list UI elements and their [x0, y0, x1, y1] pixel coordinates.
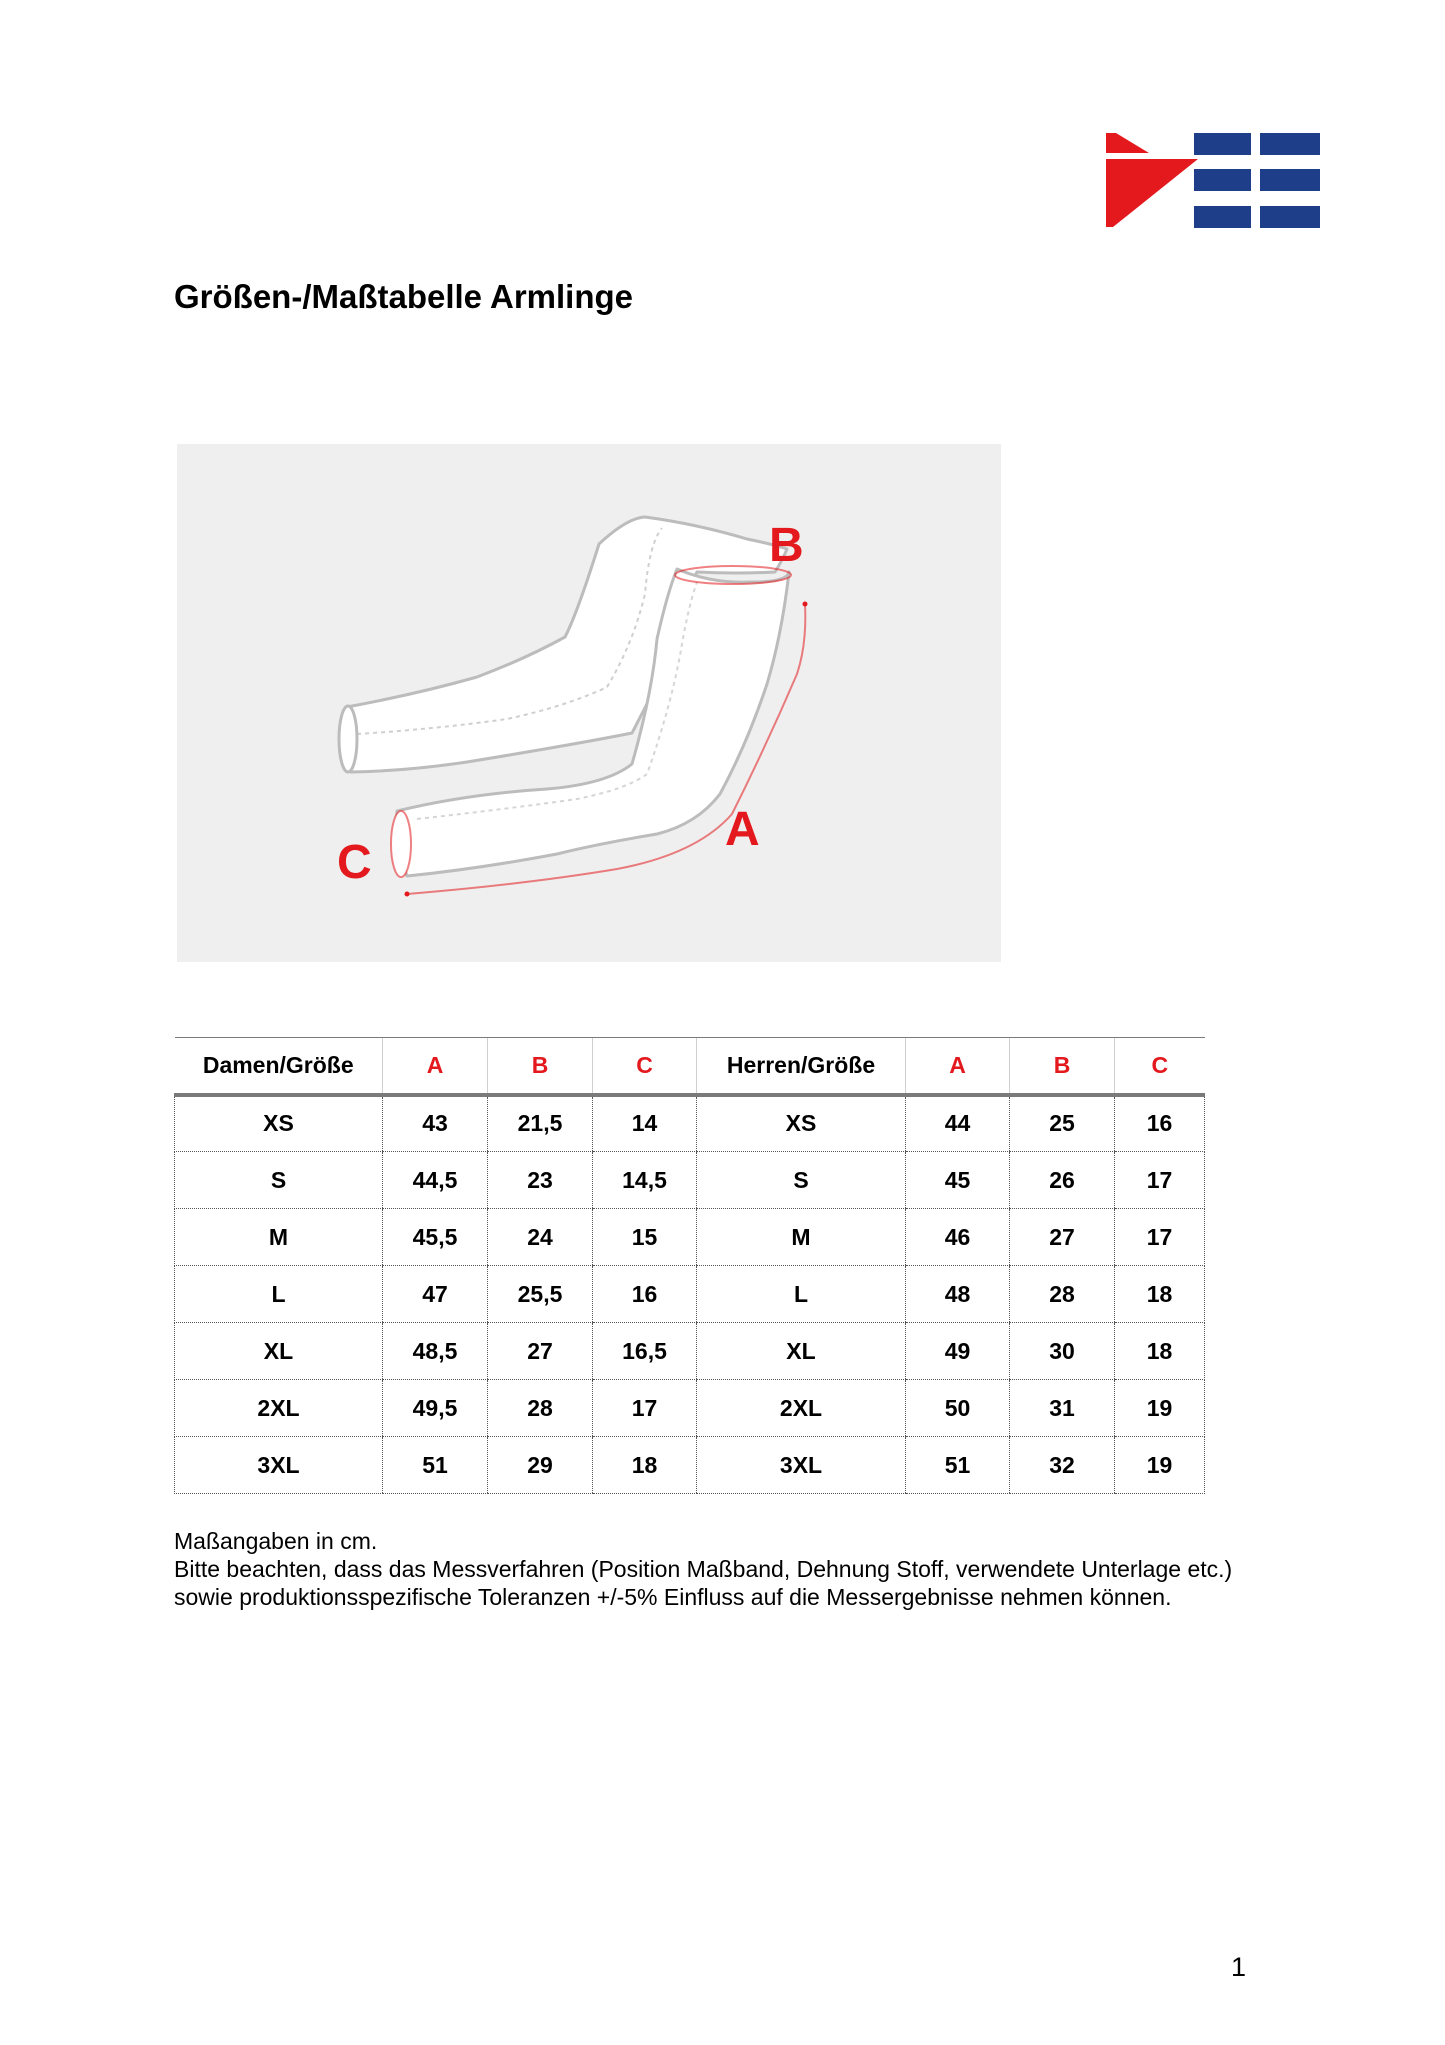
table-cell: 18	[1115, 1323, 1205, 1380]
table-cell: 16	[593, 1266, 697, 1323]
logo-blue-bar-mid-right	[1260, 169, 1320, 191]
back-sleeve-cuff-ellipse	[339, 706, 357, 772]
table-cell: M	[175, 1209, 383, 1266]
label-b: B	[769, 519, 804, 572]
header-herren-c: C	[1115, 1038, 1205, 1095]
table-row	[175, 1266, 1205, 1323]
table-cell: 2XL	[175, 1380, 383, 1437]
logo-blue-bar-bot-right	[1260, 206, 1320, 228]
table-row	[175, 1437, 1205, 1494]
label-c: C	[337, 836, 372, 889]
table-cell: 25	[1010, 1095, 1115, 1152]
table-cell: 17	[1115, 1152, 1205, 1209]
table-cell: 44	[906, 1095, 1010, 1152]
table-cell: M	[697, 1209, 906, 1266]
header-damen-c: C	[593, 1038, 697, 1095]
table-cell: 50	[906, 1380, 1010, 1437]
table-cell: 29	[488, 1437, 593, 1494]
table-cell: 16,5	[593, 1323, 697, 1380]
table-cell: 17	[593, 1380, 697, 1437]
table-cell: L	[175, 1266, 383, 1323]
table-cell: 21,5	[488, 1095, 593, 1152]
size-table	[174, 1037, 1205, 1494]
disclaimer-note: Bitte beachten, dass das Messverfahren (Position Maßband, Dehnung Stoff, verwendete Unterlage etc.) sowie produktionsspezifische Toleranzen +/-5% Einfluss auf die Messergebnisse nehmen können.	[174, 1556, 1233, 1610]
table-row	[175, 1095, 1205, 1152]
table-cell: 3XL	[175, 1437, 383, 1494]
table-cell: 3XL	[697, 1437, 906, 1494]
table-cell: 45	[906, 1152, 1010, 1209]
table-cell: L	[697, 1266, 906, 1323]
table-cell: 23	[488, 1152, 593, 1209]
table-cell: 15	[593, 1209, 697, 1266]
table-cell: 48,5	[383, 1323, 488, 1380]
table-cell: 18	[593, 1437, 697, 1494]
table-cell: 14	[593, 1095, 697, 1152]
table-cell: 30	[1010, 1323, 1115, 1380]
table-cell: 19	[1115, 1437, 1205, 1494]
table-cell: 26	[1010, 1152, 1115, 1209]
label-a: A	[725, 803, 760, 856]
table-cell: 48	[906, 1266, 1010, 1323]
logo-blue-bar-top-right	[1260, 133, 1320, 155]
table-cell: 24	[488, 1209, 593, 1266]
table-cell: 27	[488, 1323, 593, 1380]
table-row	[175, 1380, 1205, 1437]
measure-a-end-point	[405, 892, 410, 897]
header-damen-a: A	[383, 1038, 488, 1095]
table-cell: 51	[383, 1437, 488, 1494]
logo-blue-bar-top-left	[1194, 133, 1251, 155]
table-cell: 18	[1115, 1266, 1205, 1323]
header-herren-b: B	[1010, 1038, 1115, 1095]
table-cell: 45,5	[383, 1209, 488, 1266]
table-cell: 2XL	[697, 1380, 906, 1437]
table-cell: 16	[1115, 1095, 1205, 1152]
header-damen-b: B	[488, 1038, 593, 1095]
table-cell: 49,5	[383, 1380, 488, 1437]
table-cell: 28	[488, 1380, 593, 1437]
table-cell: 47	[383, 1266, 488, 1323]
logo-red-arrow-icon	[1106, 133, 1149, 153]
table-cell: S	[697, 1152, 906, 1209]
table-cell: 31	[1010, 1380, 1115, 1437]
table-row	[175, 1152, 1205, 1209]
table-cell: XS	[175, 1095, 383, 1152]
header-herren-size: Herren/Größe	[697, 1038, 906, 1095]
table-cell: S	[175, 1152, 383, 1209]
brand-logo-icon	[1106, 133, 1320, 228]
notes-block	[174, 1527, 1294, 1611]
front-sleeve-cuff-ellipse	[391, 811, 411, 877]
table-cell: 27	[1010, 1209, 1115, 1266]
logo-blue-bar-mid-left	[1194, 169, 1251, 191]
table-cell: XS	[697, 1095, 906, 1152]
header-damen-size: Damen/Größe	[175, 1038, 383, 1095]
table-cell: 51	[906, 1437, 1010, 1494]
logo-red-triangle-icon	[1106, 159, 1198, 227]
table-cell: 17	[1115, 1209, 1205, 1266]
page-number: 1	[1231, 1952, 1247, 1982]
table-cell: 14,5	[593, 1152, 697, 1209]
table-cell: XL	[175, 1323, 383, 1380]
table-cell: 44,5	[383, 1152, 488, 1209]
table-cell: 19	[1115, 1380, 1205, 1437]
table-cell: 28	[1010, 1266, 1115, 1323]
table-cell: 25,5	[488, 1266, 593, 1323]
page-title: Größen-/Maßtabelle Armlinge	[174, 278, 634, 315]
table-row	[175, 1323, 1205, 1380]
table-cell: 49	[906, 1323, 1010, 1380]
measure-a-start-point	[803, 602, 808, 607]
table-cell: 32	[1010, 1437, 1115, 1494]
table-row	[175, 1209, 1205, 1266]
table-header-row	[175, 1038, 1205, 1095]
arm-sleeve-diagram	[177, 444, 1001, 962]
logo-blue-bar-bot-left	[1194, 206, 1251, 228]
header-herren-a: A	[906, 1038, 1010, 1095]
unit-note: Maßangaben in cm.	[174, 1528, 378, 1554]
table-cell: 43	[383, 1095, 488, 1152]
table-cell: XL	[697, 1323, 906, 1380]
table-cell: 46	[906, 1209, 1010, 1266]
